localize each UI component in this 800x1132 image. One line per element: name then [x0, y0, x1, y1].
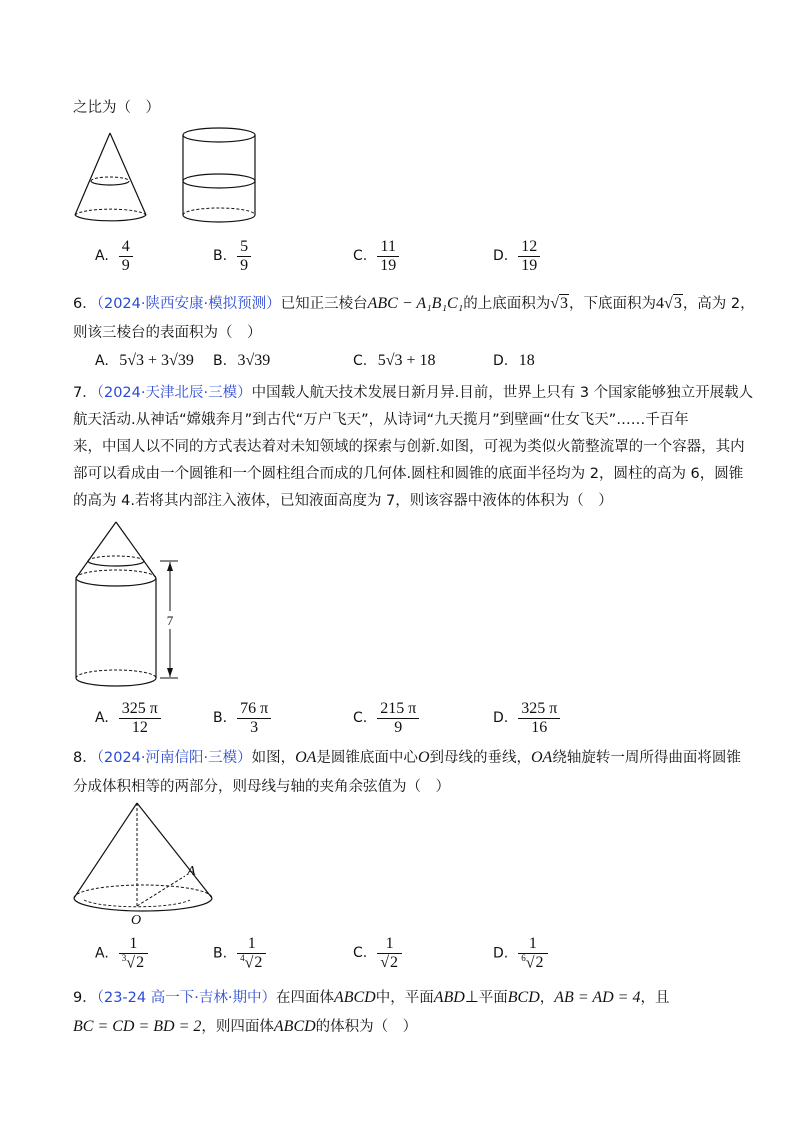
- area-bottom: 3: [673, 295, 682, 312]
- denominator: √2: [380, 953, 399, 971]
- option-letter: A.: [95, 353, 109, 369]
- fraction: [237, 935, 266, 972]
- numerator: 325 π: [119, 700, 161, 719]
- tetrahedron-name: ABCD: [333, 989, 376, 1006]
- option-letter: C.: [353, 945, 368, 962]
- denominator: 19: [521, 256, 538, 274]
- radicand: 2: [254, 953, 263, 971]
- numerator: 1: [119, 935, 148, 954]
- option-letter: C.: [353, 710, 368, 727]
- q5-option-d[interactable]: [493, 238, 540, 274]
- q9-text: ，且: [640, 990, 670, 1006]
- root-index: 4: [240, 952, 245, 963]
- denominator: $^3$√2: [121, 952, 145, 971]
- option-letter: A.: [95, 710, 109, 727]
- plane-abd: ABD: [433, 989, 465, 1006]
- option-letter: A.: [95, 248, 109, 265]
- numerator: 76 π: [237, 700, 271, 719]
- point-o: O: [417, 749, 430, 766]
- fraction: [377, 700, 419, 736]
- q6-text: ，下底面积为: [569, 296, 657, 312]
- q8-option-c[interactable]: [353, 935, 402, 971]
- fraction: [119, 935, 148, 972]
- segment-oa: OA: [295, 749, 317, 766]
- option-value: 5√3 + 18: [377, 352, 436, 369]
- q9-line1: [73, 986, 669, 1007]
- fraction: [518, 935, 547, 972]
- q7-line2: 航天活动.从神话“嫦娥奔月”到古代“万户飞天”，从诗词“九天揽月”到壁画“仕女飞天”……千百年: [73, 412, 689, 428]
- equation-bc-cd-bd: BC = CD = BD = 2: [73, 1018, 202, 1035]
- root-index: 3: [121, 952, 127, 963]
- denominator: 9: [121, 256, 130, 274]
- q7-option-a[interactable]: [95, 700, 161, 736]
- fraction: [237, 238, 251, 274]
- q6-text: ，高为 2，: [682, 296, 755, 312]
- numerator: 4: [119, 238, 133, 257]
- question-source[interactable]: （23-24 高一下·吉林·期中）: [96, 990, 276, 1006]
- denominator: $^4$√2: [240, 952, 263, 971]
- denominator: 12: [131, 718, 148, 736]
- height-label: 7: [166, 613, 174, 628]
- q5-option-c[interactable]: [353, 238, 399, 274]
- q7-line5: 的高为 4.若将其内部注入液体，已知液面高度为 7，则该容器中液体的体积为（ ）: [73, 493, 613, 509]
- numerator: 325 π: [518, 700, 560, 719]
- segment-oa: OA: [531, 749, 553, 766]
- q9-text: 在四面体: [275, 990, 334, 1006]
- option-letter: D.: [493, 353, 509, 369]
- radicand: 2: [136, 953, 145, 971]
- fraction: [377, 935, 402, 971]
- option-value: 3√39: [237, 352, 271, 369]
- option-letter: C.: [353, 353, 368, 369]
- equation-ab-ad: AB = AD = 4: [554, 989, 641, 1006]
- q9-text: ，则四面体: [201, 1019, 274, 1035]
- plane-bcd: BCD: [507, 989, 540, 1006]
- numerator: 1: [377, 935, 402, 954]
- q7-line1: [73, 381, 753, 402]
- point-o-label: O: [131, 913, 142, 928]
- question-number: 7．: [73, 385, 97, 401]
- q7-line3: 来，中国人以不同的方式表达着对未知领域的探索与创新.如图，可视为类似火箭整流罩的一个容器，其内: [73, 439, 745, 455]
- q9-text: ，: [539, 990, 555, 1006]
- q6-line1: 6．（2024·陕西安康·模拟预测）已知正三棱台ABC − A₁B₁C₁的上底面积为√3，下底面积为4√3，高为 2，: [73, 295, 755, 312]
- numerator: 5: [237, 238, 251, 257]
- option-letter: B.: [213, 248, 228, 265]
- denominator: 3: [250, 718, 259, 736]
- option-letter: C.: [353, 248, 368, 265]
- question-source[interactable]: （2024·陕西安康·模拟预测）: [96, 296, 281, 312]
- denominator: 9: [394, 718, 403, 736]
- option-letter: D.: [493, 945, 509, 962]
- q9-text: 的体积为（ ）: [315, 1019, 418, 1035]
- numerator: 11: [377, 238, 399, 257]
- option-letter: D.: [493, 248, 509, 265]
- option-letter: B.: [213, 710, 228, 727]
- fraction: [237, 700, 271, 736]
- q6-text: 已知正三棱台: [280, 296, 368, 312]
- frustum-name: ABC − A₁B₁C₁: [367, 295, 464, 312]
- q8-option-b[interactable]: [213, 935, 266, 972]
- point-a-label: A: [187, 864, 196, 879]
- numerator: 215 π: [377, 700, 419, 719]
- fraction: [518, 238, 540, 274]
- area-bottom-coef: 4: [656, 295, 665, 312]
- q6-line2: 则该三棱台的表面积为（ ）: [73, 325, 262, 341]
- denominator: 16: [531, 718, 548, 736]
- option-letter: D.: [493, 710, 509, 727]
- denominator: 9: [240, 256, 249, 274]
- question-source[interactable]: （2024·天津北辰·三模）: [96, 385, 252, 401]
- question-number: 6．: [73, 296, 97, 312]
- q7-line4: 部可以看成由一个圆锥和一个圆柱组合而成的几何体.圆柱和圆锥的底面半径均为 2，圆柱的高为 6，圆锥: [73, 466, 744, 482]
- q6-option-c[interactable]: [353, 352, 436, 370]
- option-letter: B.: [213, 353, 228, 369]
- fraction: [377, 238, 399, 274]
- q8-option-d[interactable]: [493, 935, 548, 972]
- numerator: 1: [237, 935, 266, 954]
- q5-option-b[interactable]: [213, 238, 251, 274]
- q6-text: 的上底面积为: [463, 296, 551, 312]
- radicand: 2: [535, 953, 544, 971]
- q8-text: 到母线的垂线，: [429, 750, 531, 766]
- q6-option-a[interactable]: [95, 352, 194, 370]
- option-value: 18: [518, 352, 535, 369]
- q8-line1: [73, 746, 741, 767]
- q8-line2: 分成体积相等的两部分，则母线与轴的夹角余弦值为（ ）: [73, 779, 450, 795]
- q5-option-a[interactable]: [95, 238, 133, 274]
- q7-option-d[interactable]: [493, 700, 560, 736]
- q7-figure: [70, 518, 200, 693]
- root-index: 6: [521, 952, 526, 963]
- denominator: 19: [380, 256, 397, 274]
- q6-option-d[interactable]: [493, 352, 535, 370]
- q5-tail-text: 之比为（ ）: [73, 100, 160, 116]
- q8-text: 绕轴旋转一周所得曲面将圆锥: [552, 750, 741, 766]
- perp-symbol: ⊥: [464, 989, 479, 1006]
- q7-option-c[interactable]: [353, 700, 419, 736]
- q8-text: 是圆锥底面中心: [316, 750, 418, 766]
- radicand: 2: [390, 953, 399, 971]
- q5-figure: [70, 125, 270, 235]
- q9-text: 平面: [478, 990, 508, 1006]
- area-top: 3: [560, 295, 569, 312]
- q7-option-b[interactable]: [213, 700, 271, 736]
- q8-figure: [70, 798, 220, 928]
- question-source[interactable]: （2024·河南信阳·三模）: [96, 750, 252, 766]
- tetrahedron-name: ABCD: [273, 1018, 316, 1035]
- q7-text: 中国载人航天技术发展日新月异.目前，世界上只有 3 个国家能够独立开展载人: [251, 385, 754, 401]
- q8-option-a[interactable]: [95, 935, 148, 972]
- option-letter: A.: [95, 945, 109, 962]
- fraction: [119, 700, 161, 736]
- q8-text: 如图，: [251, 750, 296, 766]
- question-number: 9．: [73, 990, 97, 1006]
- fraction: [119, 238, 133, 274]
- question-number: 8．: [73, 750, 97, 766]
- option-value: 5√3 + 3√39: [119, 352, 194, 369]
- fraction: [518, 700, 560, 736]
- denominator: $^6$√2: [521, 952, 544, 971]
- option-letter: B.: [213, 945, 228, 962]
- q9-line2: [73, 1015, 417, 1036]
- numerator: 1: [518, 935, 547, 954]
- numerator: 12: [518, 238, 540, 257]
- q6-option-b[interactable]: [213, 352, 270, 370]
- q9-text: 中，平面: [375, 990, 434, 1006]
